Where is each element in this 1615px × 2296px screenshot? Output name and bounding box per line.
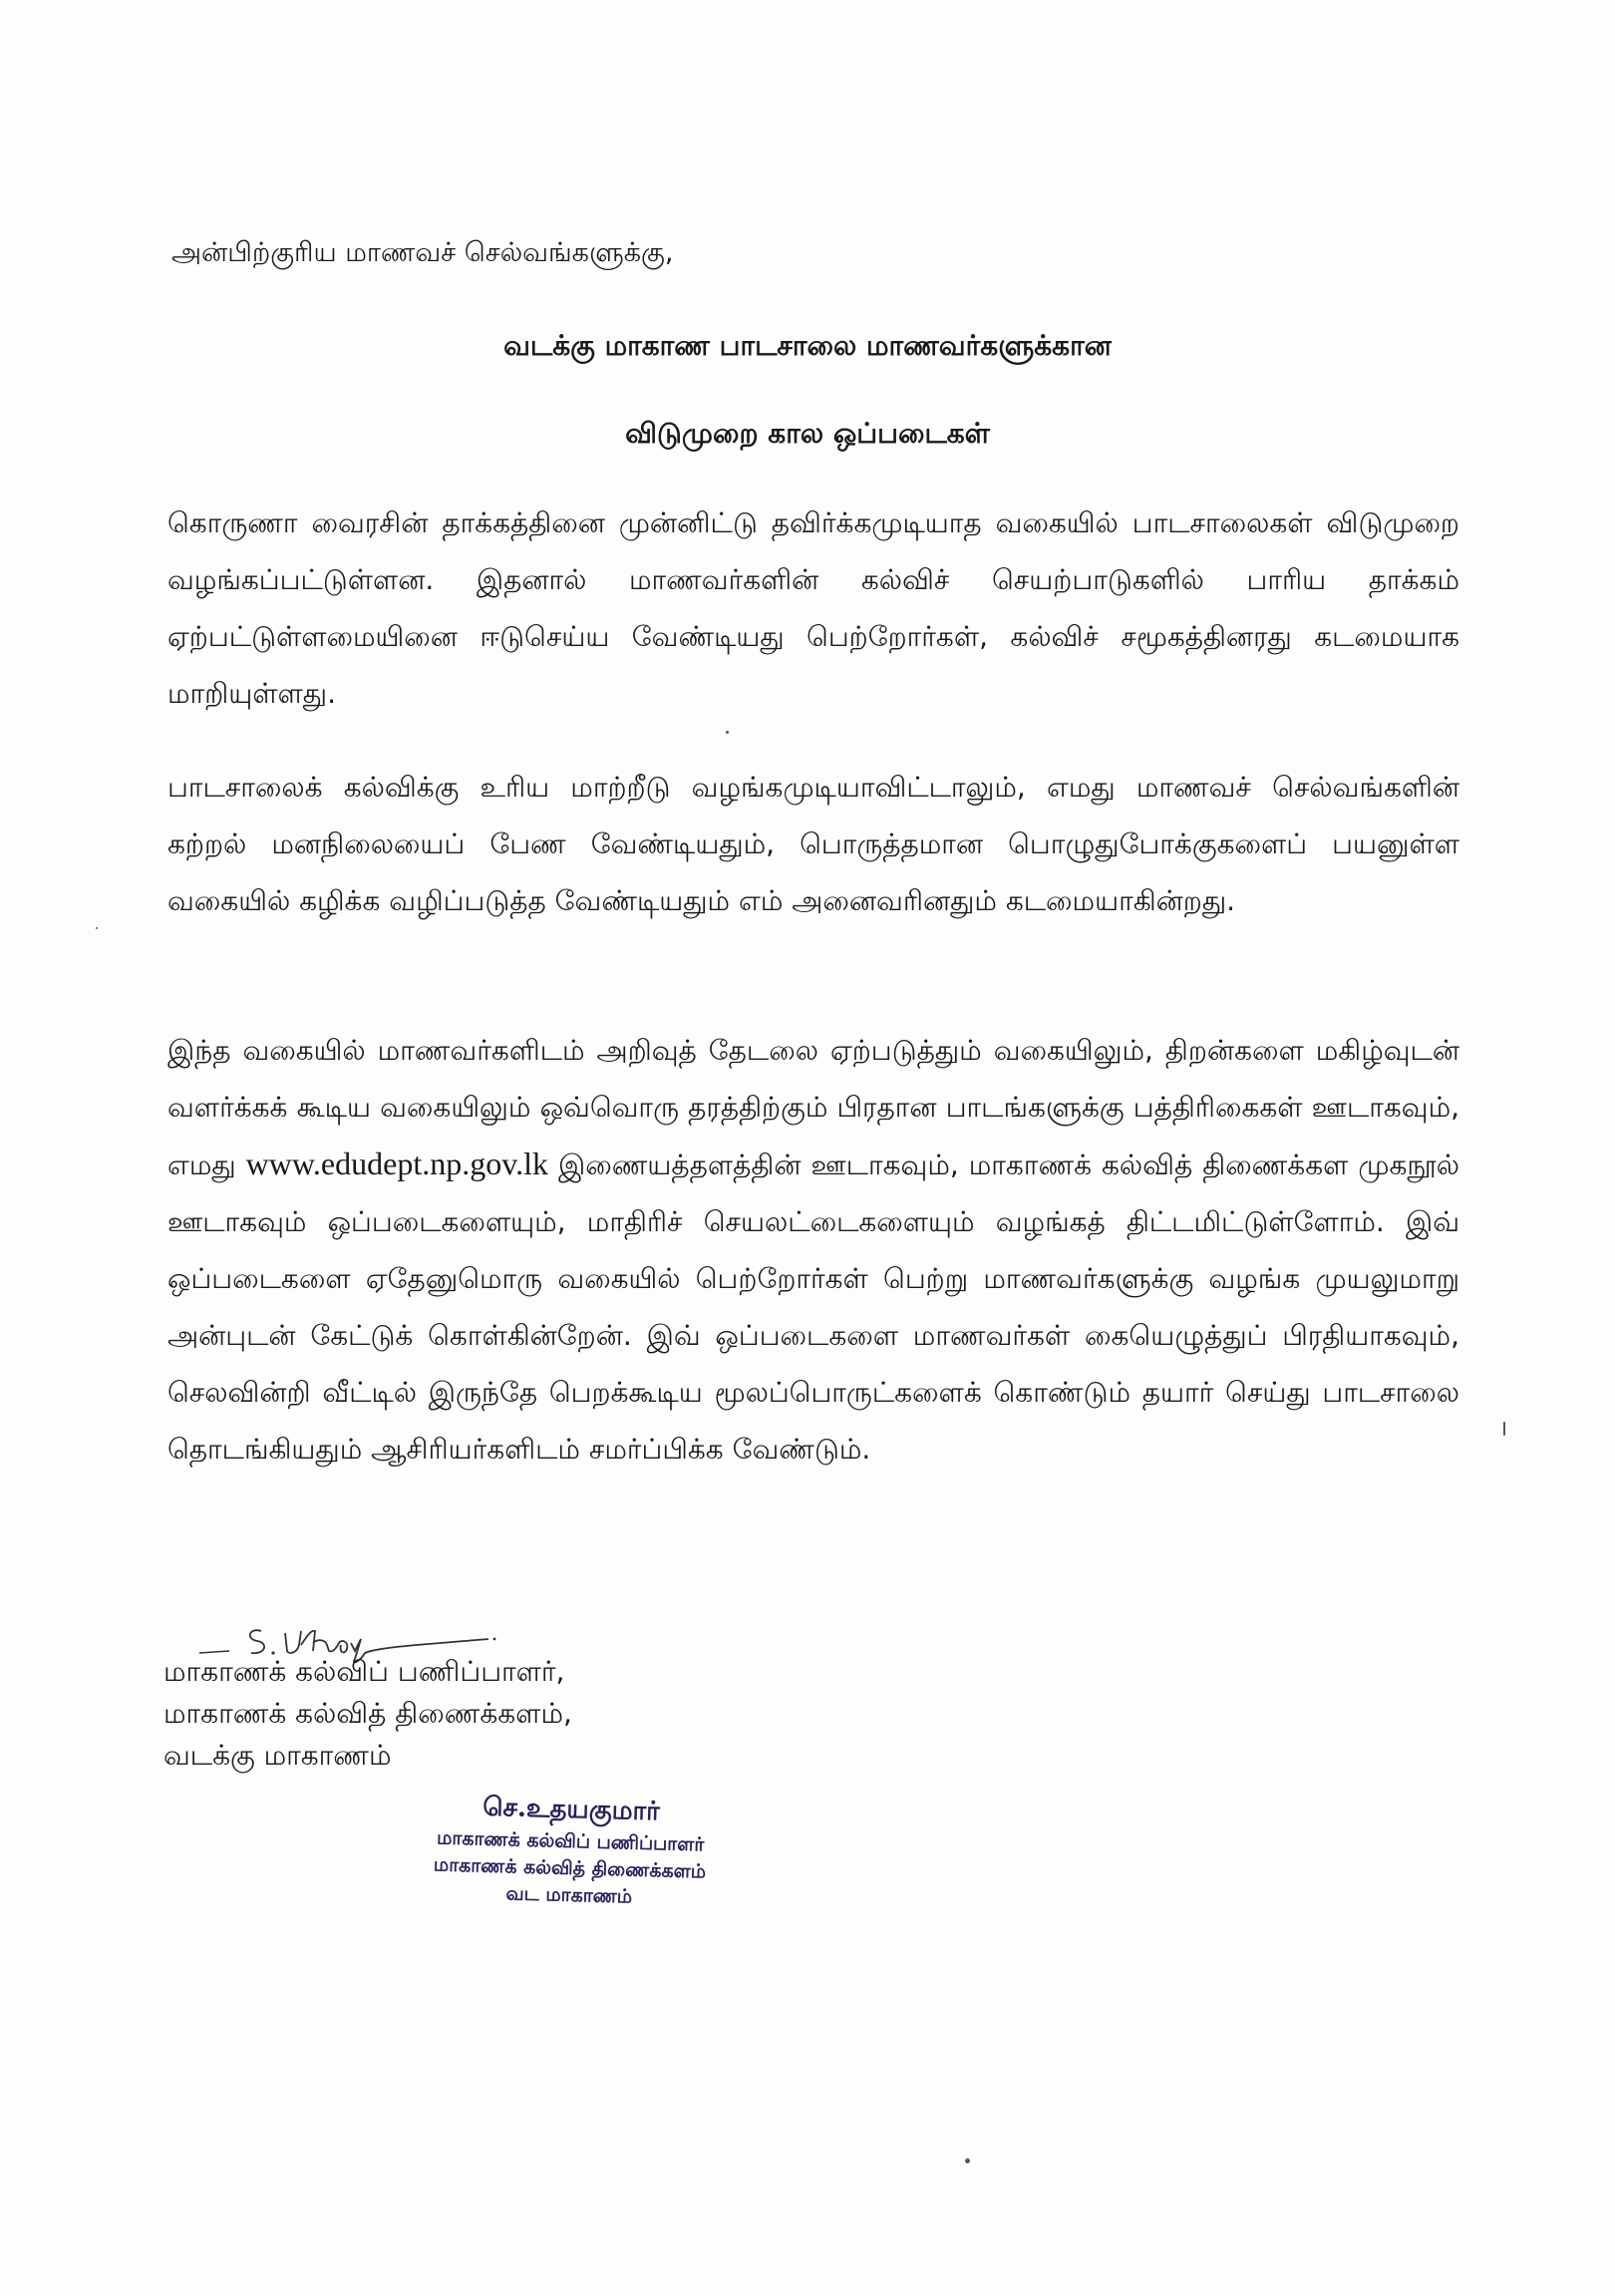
stamp-name: செ.உதயகுமார் — [482, 1792, 661, 1827]
letter-heading-line1: வடக்கு மாகாண பாடசாலை மாணவர்களுக்கான — [503, 329, 1112, 362]
website-link[interactable]: www.edudept.np.gov.lk — [245, 1146, 549, 1181]
paragraph-1: கொருணா வைரசின் தாக்கத்தினை முன்னிட்டு தவிர்க்கமுடியாத வகையில் பாடசாலைகள் விடுமுறை வழங்கப்பட்டுள்ளன. இதனால் மாணவர்களின் கல்விச் செயற்பாடுகளில் பாரிய தாக்கம் ஏற்பட்டுள்ளமையினை ஈடுசெய்ய வேண்டியது பெற்றோர்கள், கல்விச் சமூகத்தினரது கடமையாக மாறியுள்ளது. — [167, 506, 1459, 710]
official-stamp — [380, 1786, 762, 1914]
scan-speck — [96, 927, 98, 929]
salutation: அன்பிற்குரிய மாணவச் செல்வங்களுக்கு, — [171, 237, 674, 268]
signature-block — [163, 1651, 572, 1777]
paragraph-3-part2: இணையத்தளத்தின் ஊடாகவும், மாகாணக் கல்வித் திணைக்கள முகநூல் ஊடாகவும் ஒப்படைகளையும், மாதிரிச் செயலட்டைகளையும் வழங்கத் திட்டமிட்டுள்ளோம். இவ் ஒப்படைகளை ஏதேனுமொரு வகையில் பெற்றோர்கள் பெற்று மாணவர்களுக்கு வழங்க முயலுமாறு அன்புடன் கேட்டுக் கொள்கின்றேன். இவ் ஒப்படைகளை மாணவர்கள் கையெழுத்துப் பிரதியாகவும், செலவின்றி வீட்டில் இருந்தே பெறக்கூடிய மூலப்பொருட்களைக் கொண்டும் தயார் செய்து பாடசாலை தொடங்கியதும் ஆசிரியர்களிடம் சமர்ப்பிக்க வேண்டும். — [167, 1148, 1460, 1466]
scan-speck — [1503, 1422, 1505, 1436]
letter-heading-line2: விடுமுறை கால ஒப்படைகள் — [625, 417, 990, 450]
scan-speck — [965, 2158, 970, 2163]
stamp-line2: மாகாணக் கல்வித் திணைக்களம் — [433, 1853, 707, 1883]
signatory-department: மாகாணக் கல்வித் திணைக்களம், — [163, 1697, 572, 1730]
paragraph-3-part1: இந்த வகையில் மாணவர்களிடம் அறிவுத் தேடலை ஏற்படுத்தும் வகையிலும், திறன்களை மகிழ்வுடன் வளர்க்கக் கூடிய வகையிலும் ஒவ்வொரு தரத்திற்கும் பிரதான பாடங்களுக்கு பத்திரிகைகள் ஊடாகவும், எமது — [167, 1034, 1459, 1181]
signatory-province: வடக்கு மாகாணம் — [163, 1739, 392, 1772]
stamp-line1: மாகாணக் கல்விப் பணிப்பாளர் — [436, 1826, 705, 1856]
stamp-line3: வட மாகாணம் — [505, 1882, 633, 1908]
signatory-designation: மாகாணக் கல்விப் பணிப்பாளர், — [163, 1655, 565, 1688]
scan-speck — [726, 731, 729, 734]
paragraph-3 — [167, 1022, 1459, 1477]
paragraph-2: பாடசாலைக் கல்விக்கு உரிய மாற்றீடு வழங்கமுடியாவிட்டாலும், எமது மாணவச் செல்வங்களின் கற்றல் மனநிலையைப் பேண வேண்டியதும், பொருத்தமான பொழுதுபோக்குகளைப் பயனுள்ள வகையில் கழிக்க வழிப்படுத்த வேண்டியதும் எம் அனைவரினதும் கடமையாகின்றது. — [167, 771, 1459, 917]
